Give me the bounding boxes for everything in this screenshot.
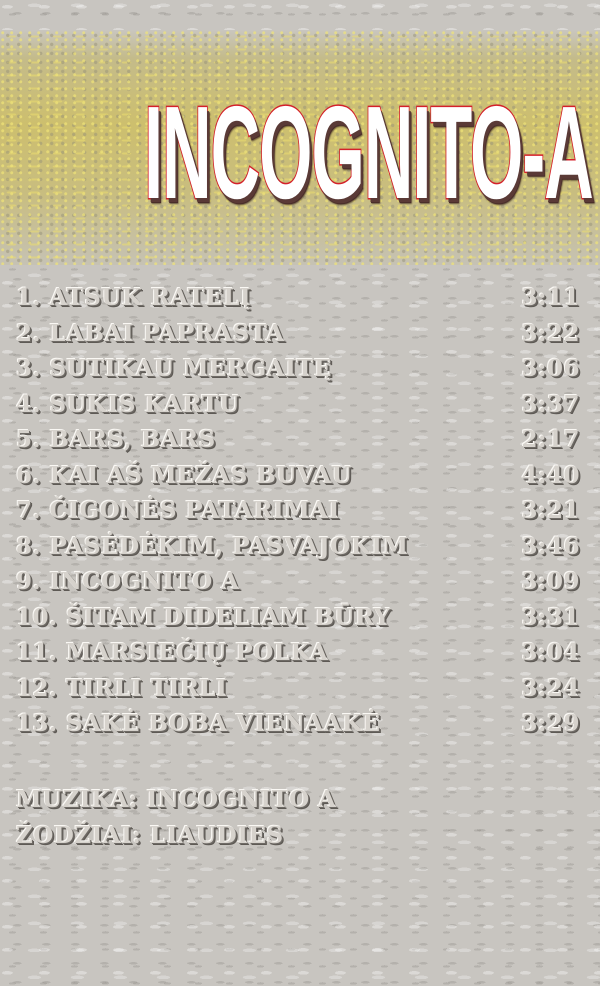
track-title: 2. LABAI PAPRASTA xyxy=(16,319,285,347)
track-title: 9. INCOGNITO A xyxy=(16,568,240,595)
track-duration: 3:06 xyxy=(521,355,580,382)
track-item xyxy=(16,320,580,356)
track-duration: 3:29 xyxy=(521,710,580,737)
track-title: 6. KAI AŠ MEŽAS BUVAU xyxy=(16,461,353,489)
track-title: 7. ČIGONĖS PATARIMAI xyxy=(16,497,340,524)
track-duration: 3:04 xyxy=(521,639,580,666)
track-item xyxy=(16,533,580,569)
music-credit: MUZIKA: INCOGNITO A xyxy=(16,786,337,813)
track-item xyxy=(16,497,580,533)
track-item xyxy=(16,426,580,462)
album-title: INCOGNITO-A xyxy=(144,79,593,226)
track-item xyxy=(16,462,580,498)
track-title: 13. SAKĖ BOBA VIENAAKĖ xyxy=(16,710,381,737)
track-duration: 2:17 xyxy=(521,426,580,453)
track-item xyxy=(16,604,580,640)
track-title: 1. ATSUK RATELĮ xyxy=(16,284,252,311)
track-item xyxy=(16,355,580,391)
track-duration: 3:37 xyxy=(521,390,580,418)
track-item xyxy=(16,391,580,427)
track-item xyxy=(16,710,580,746)
track-duration: 3:24 xyxy=(521,674,580,702)
track-duration: 3:21 xyxy=(521,497,580,524)
track-duration: 3:31 xyxy=(521,603,580,631)
track-title: 4. SUKIS KARTU xyxy=(16,390,240,418)
track-title: 3. SUTIKAU MERGAITĘ xyxy=(16,355,333,382)
track-duration: 3:46 xyxy=(521,532,580,560)
track-duration: 3:09 xyxy=(521,568,580,595)
credits xyxy=(16,786,580,858)
track-item xyxy=(16,675,580,711)
track-item xyxy=(16,639,580,675)
track-title: 5. BARS, BARS xyxy=(16,426,216,453)
lyrics-credit: ŽODŽIAI: LIAUDIES xyxy=(16,822,284,849)
track-title: 10. ŠITAM DIDELIAM BŪRY xyxy=(16,603,391,631)
track-title: 11. MARSIEČIŲ POLKA xyxy=(16,639,329,666)
track-item xyxy=(16,284,580,320)
track-list xyxy=(16,284,580,746)
track-duration: 4:40 xyxy=(521,461,580,489)
track-title: 12. TIRLI TIRLI xyxy=(16,674,228,702)
track-duration: 3:11 xyxy=(521,284,580,311)
track-item xyxy=(16,568,580,604)
track-duration: 3:22 xyxy=(521,319,580,347)
track-title: 8. PASĖDĖKIM, PASVAJOKIM xyxy=(16,532,409,560)
